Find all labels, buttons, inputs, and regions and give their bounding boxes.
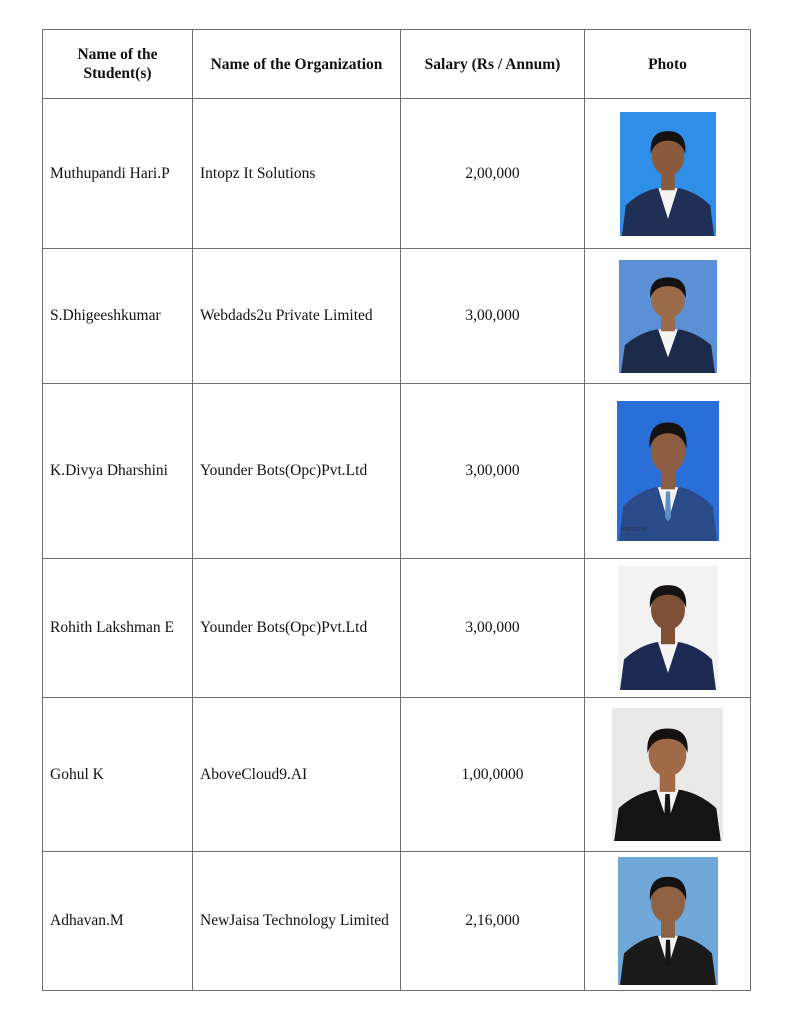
portrait-tie <box>665 940 671 968</box>
table-row <box>43 559 751 698</box>
organization-name: NewJaisa Technology Limited <box>193 852 401 991</box>
photo-stamp: HSR 00165 <box>620 527 647 533</box>
student-name: Rohith Lakshman E <box>43 559 193 698</box>
portrait-graphic <box>620 112 716 236</box>
organization-name: Younder Bots(Opc)Pvt.Ltd <box>193 384 401 559</box>
organization-name: Webdads2u Private Limited <box>193 249 401 384</box>
student-photo <box>618 566 718 690</box>
table-row <box>43 99 751 249</box>
student-photo <box>619 260 717 373</box>
header-student: Name of the Student(s) <box>43 30 193 99</box>
portrait-graphic <box>612 708 723 841</box>
table-row <box>43 698 751 852</box>
organization-name: Intopz It Solutions <box>193 99 401 249</box>
student-photo <box>617 401 719 541</box>
salary-value: 1,00,0000 <box>401 698 585 852</box>
student-name: Adhavan.M <box>43 852 193 991</box>
salary-value: 2,00,000 <box>401 99 585 249</box>
organization-name: AboveCloud9.AI <box>193 698 401 852</box>
student-name: Muthupandi Hari.P <box>43 99 193 249</box>
student-photo <box>620 112 716 236</box>
header-salary: Salary (Rs / Annum) <box>401 30 585 99</box>
placement-table <box>42 29 751 991</box>
portrait-tie <box>664 491 670 521</box>
table-row <box>43 852 751 991</box>
portrait-graphic <box>618 857 718 985</box>
portrait-graphic <box>618 566 718 690</box>
header-row <box>43 30 751 99</box>
header-organization: Name of the Organization <box>193 30 401 99</box>
salary-value: 3,00,000 <box>401 249 585 384</box>
salary-value: 3,00,000 <box>401 384 585 559</box>
student-name: S.Dhigeeshkumar <box>43 249 193 384</box>
salary-value: 3,00,000 <box>401 559 585 698</box>
table-row <box>43 249 751 384</box>
student-name: K.Divya Dharshini <box>43 384 193 559</box>
portrait-graphic <box>617 401 719 541</box>
student-name: Gohul K <box>43 698 193 852</box>
salary-value: 2,16,000 <box>401 852 585 991</box>
header-photo: Photo <box>585 30 751 99</box>
portrait-tie <box>664 794 671 823</box>
student-photo <box>618 857 718 985</box>
organization-name: Younder Bots(Opc)Pvt.Ltd <box>193 559 401 698</box>
portrait-graphic <box>619 260 717 373</box>
student-photo <box>612 708 723 841</box>
table-row <box>43 384 751 559</box>
